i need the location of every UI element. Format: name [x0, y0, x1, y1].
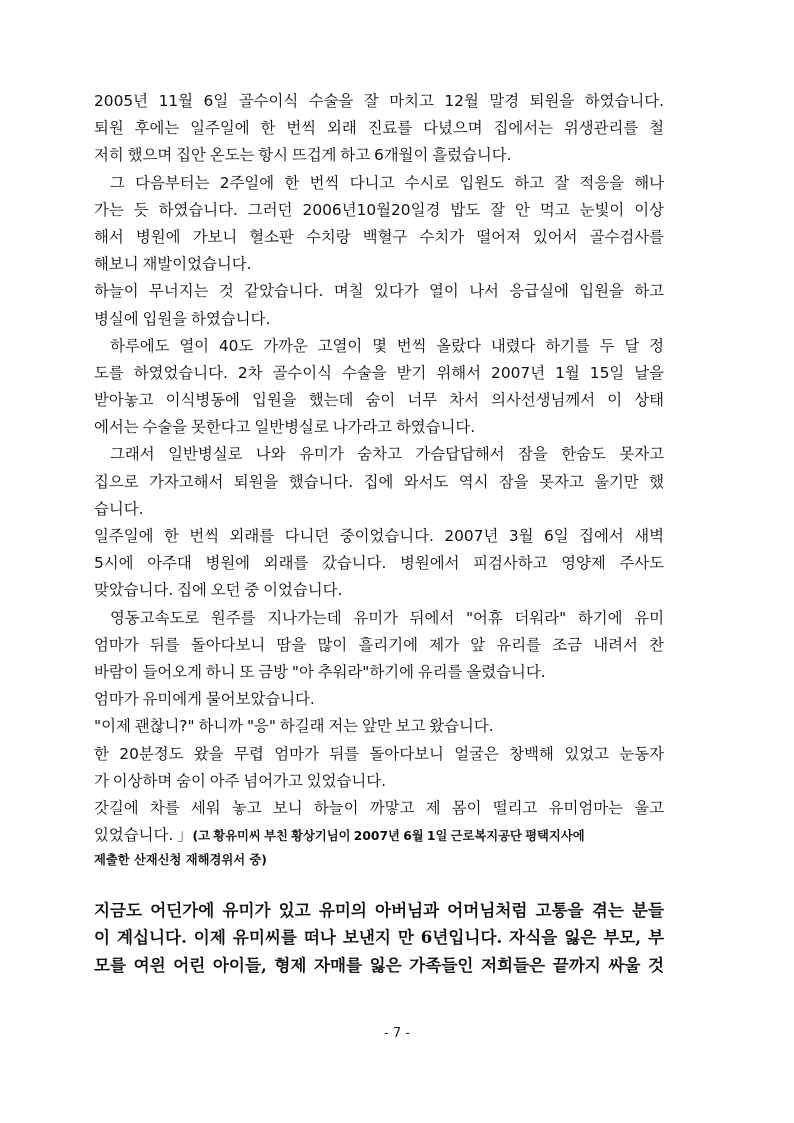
- text-line: 퇴원 후에는 일주일에 한 번씩 외래 진료를 다녔으며 집에서는 위생관리를 철: [94, 119, 664, 138]
- text-line: 그 다음부터는 2주일에 한 번씩 다니고 수시로 입원도 하고 잘 적응을 해나: [110, 173, 664, 192]
- text-line: 일주일에 한 번씩 외래를 다니던 중이었습니다. 2007년 3월 6일 집에서 새벽: [94, 527, 664, 545]
- text-line: 하루에도 열이 40도 가까운 고열이 몇 번씩 올랐다 내렸다 하기를 두 달 정: [110, 336, 664, 355]
- bold-text-line: 모를 여읜 어린 아이들, 형제 자매를 잃은 가족들인 저희들은 끝까지 싸울 것: [94, 954, 664, 975]
- text-line: 갓길에 차를 세워 놓고 보니 하늘이 까맣고 제 몸이 떨리고 유미엄마는 울고: [94, 798, 664, 817]
- testimony-text: [94, 88, 664, 872]
- text-line: 그래서 일반병실로 나와 유미가 숨차고 가슴답답해서 잠을 한숨도 못자고: [110, 445, 664, 464]
- source-note-continued: 제출한 산재신청 재해경위서 중): [94, 853, 267, 868]
- text-line: 해서 병원에 가보니 혈소판 수치랑 백혈구 수치가 떨어져 있어서 골수검사를: [94, 227, 664, 246]
- source-note: (고 황유미씨 부친 황상기님이 2007년 6월 1일 근로복지공단 평택지사에: [192, 829, 585, 844]
- quote-end-text: 있었습니다. 」: [94, 826, 193, 845]
- text-line: 가는 듯 하였습니다. 그러던 2006년10월20일경 밥도 잘 안 먹고 눈빛이 이상: [94, 200, 664, 219]
- text-line: 집으로 가자고해서 퇴원을 했습니다. 집에 와서도 역시 잠을 못자고 울기만 했: [94, 472, 664, 491]
- bold-text-line: 지금도 어딘가에 유미가 있고 유미의 아버님과 어머님처럼 고통을 겪는 분들: [94, 900, 664, 920]
- text-line: 습니다.: [94, 499, 144, 518]
- text-line: 엄마가 유미에게 물어보았습니다.: [94, 690, 315, 709]
- text-line: 영동고속도로 원주를 지나가는데 유미가 뒤에서 "어휴 더워라" 하기에 유미: [110, 608, 664, 627]
- text-line: 에서는 수술을 못한다고 일반병실로 나가라고 하였습니다.: [94, 418, 476, 437]
- text-line: "이제 괜찮니?" 하니까 "응" 하길래 저는 앞만 보고 왔습니다.: [94, 717, 494, 736]
- text-line: 가 이상하며 숨이 아주 넘어가고 있었습니다.: [94, 771, 386, 790]
- text-line: 도를 하였었습니다. 2차 골수이식 수술을 받기 위해서 2007년 1월 15일 날을: [94, 363, 664, 382]
- text-line: 해보니 재발이었습니다.: [94, 255, 252, 274]
- text-line: 받아놓고 이식병동에 입원을 했는데 숨이 너무 차서 의사선생님께서 이 상태: [94, 391, 664, 410]
- text-line: 맞았습니다. 집에 오던 중 이었습니다.: [94, 581, 343, 600]
- text-line: 5시에 아주대 병원에 외래를 갔습니다. 병원에서 피검사하고 영양제 주사도: [94, 554, 664, 573]
- text-line: 2005년 11월 6일 골수이식 수술을 잘 마치고 12월 말경 퇴원을 하였습니다.: [94, 92, 664, 110]
- text-line: 바람이 들어오게 하니 또 금방 "아 추워라"하기에 유리를 올렸습니다.: [94, 662, 546, 681]
- closing-paragraph: [94, 897, 664, 979]
- text-line: 한 20분정도 왔을 무렵 엄마가 뒤를 돌아다보니 얼굴은 창백해 있었고 눈동자: [94, 744, 664, 763]
- page-number: - 7 -: [384, 1026, 410, 1041]
- text-line: 저히 했으며 집안 온도는 항시 뜨겁게 하고 6개월이 흘렀습니다.: [94, 146, 512, 165]
- text-line-with-note: [94, 822, 664, 849]
- text-line: 엄마가 뒤를 돌아다보니 땀을 많이 흘리기에 제가 앞 유리를 조금 내려서 찬: [94, 635, 664, 654]
- text-line: 병실에 입원을 하였습니다.: [94, 309, 271, 328]
- text-line: 하늘이 무너지는 것 같았습니다. 며칠 있다가 열이 나서 응급실에 입원을 하고: [94, 282, 664, 301]
- bold-text-line: 이 계십니다. 이제 유미씨를 떠나 보낸지 만 6년입니다. 자식을 잃은 부모, 부: [94, 927, 664, 948]
